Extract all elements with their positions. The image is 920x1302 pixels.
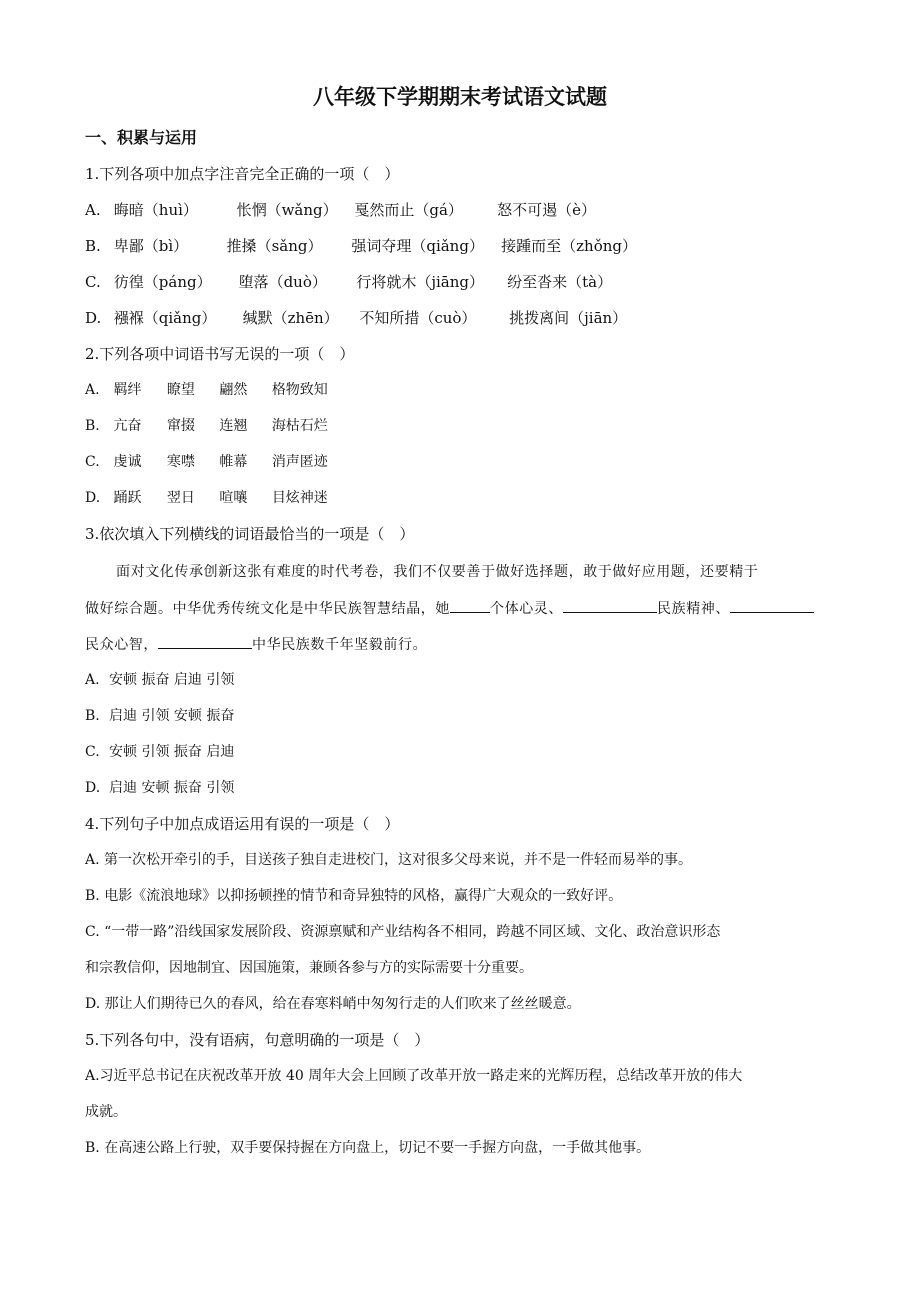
option-item: 羁绊 xyxy=(113,382,142,398)
section-heading: 一、积累与运用 xyxy=(85,128,198,147)
q1-option-d xyxy=(85,308,627,328)
option-item: 翌日 xyxy=(166,490,195,506)
option-item: 推搡（sǎng） xyxy=(226,237,323,255)
option-label: D. xyxy=(85,309,102,327)
option-item: 怅惘（wǎng） xyxy=(236,201,338,219)
option-item: 虔诚 xyxy=(113,454,142,470)
option-label: B. xyxy=(85,418,100,434)
option-item: 堕落（duò） xyxy=(238,273,327,291)
q5-option-b: B. 在高速公路上行驶，双手要保持握在方向盘上，切记不要一手握方向盘，一手做其他事。 xyxy=(85,1140,651,1156)
q2-option-b xyxy=(85,416,328,436)
question-1-stem: 1.下列各项中加点字注音完全正确的一项（ ） xyxy=(85,165,400,183)
passage-text: 个体心灵、 xyxy=(490,601,563,617)
fill-blank xyxy=(563,598,657,613)
option-item: 喧嚷 xyxy=(219,490,248,506)
fill-blank xyxy=(730,598,814,613)
option-item: 海枯石烂 xyxy=(271,418,328,434)
option-item: 晦暗（huì） xyxy=(113,201,198,219)
q5-option-a-line-1: A.习近平总书记在庆祝改革开放 40 周年大会上回顾了改革开放一路走来的光辉历程，总结改革开放的伟大 xyxy=(85,1068,743,1084)
question-5-stem: 5.下列各句中，没有语病，句意明确的一项是（ ） xyxy=(85,1031,430,1049)
option-item: 寒噤 xyxy=(166,454,195,470)
option-label: B. xyxy=(85,237,101,255)
q2-option-d xyxy=(85,488,328,508)
option-label: A. xyxy=(85,672,100,688)
option-item: 帷幕 xyxy=(219,454,248,470)
passage-text: 民众心智， xyxy=(85,637,158,653)
option-item: 接踵而至（zhǒng） xyxy=(501,237,637,255)
q4-option-c-line-1: C. “一带一路”沿线国家发展阶段、资源禀赋和产业结构各不相同，跨越不同区域、文化、政治意识形态 xyxy=(85,924,721,940)
q4-option-d: D. 那让人们期待已久的春风，给在春寒料峭中匆匆行走的人们吹来了丝丝暖意。 xyxy=(85,996,581,1012)
option-label: C. xyxy=(85,744,100,760)
q4-option-b: B. 电影《流浪地球》以抑扬顿挫的情节和奇异独特的风格，赢得广大观众的一致好评。 xyxy=(85,888,623,904)
q4-option-c-line-2: 和宗教信仰，因地制宜、因国施策，兼顾各参与方的实际需要十分重要。 xyxy=(85,960,533,976)
option-item: 亢奋 xyxy=(113,418,142,434)
option-item: 消声匿迹 xyxy=(271,454,328,470)
option-label: A. xyxy=(85,201,101,219)
q1-option-c xyxy=(85,272,612,292)
option-item: 怒不可遏（è） xyxy=(497,201,597,219)
q3-passage-line-1: 面对文化传承创新这张有难度的时代考卷，我们不仅要善于做好选择题，敢于做好应用题，还要精于 xyxy=(116,564,759,580)
option-item: 纷至沓来（tà） xyxy=(507,273,613,291)
passage-text: 民族精神、 xyxy=(657,601,730,617)
option-item: 缄默（zhēn） xyxy=(242,309,339,327)
option-text: 安顿 引领 振奋 启迪 xyxy=(109,744,235,760)
question-4-stem: 4.下列句子中加点成语运用有误的一项是（ ） xyxy=(85,815,400,833)
option-label: D. xyxy=(85,780,101,796)
q3-option-b xyxy=(85,706,234,726)
q3-passage-line-2 xyxy=(85,598,814,619)
option-item: 窜掇 xyxy=(166,418,195,434)
option-text: 启迪 引领 安顿 振奋 xyxy=(109,708,235,724)
option-label: C. xyxy=(85,273,101,291)
option-item: 目炫神迷 xyxy=(271,490,328,506)
fill-blank xyxy=(158,634,252,649)
q5-option-a-line-2: 成就。 xyxy=(85,1104,127,1120)
q3-passage-line-3 xyxy=(85,634,427,655)
option-text: 启迪 安顿 振奋 引领 xyxy=(109,780,235,796)
option-item: 挑拨离间（jiān） xyxy=(509,309,628,327)
question-3-stem: 3.依次填入下列横线的词语最恰当的一项是（ ） xyxy=(85,525,415,543)
option-item: 格物致知 xyxy=(271,382,328,398)
option-item: 戛然而止（gá） xyxy=(354,201,463,219)
option-item: 襁褓（qiǎng） xyxy=(113,309,217,327)
q3-option-d xyxy=(85,778,234,798)
option-item: 彷徨（páng） xyxy=(113,273,212,291)
option-item: 翩然 xyxy=(219,382,248,398)
option-item: 踊跃 xyxy=(113,490,142,506)
q1-option-b xyxy=(85,236,637,256)
passage-text: 中华民族数千年坚毅前行。 xyxy=(252,637,428,653)
option-item: 连翘 xyxy=(219,418,248,434)
option-item: 瞭望 xyxy=(166,382,195,398)
option-label: C. xyxy=(85,454,100,470)
question-2-stem: 2.下列各项中词语书写无误的一项（ ） xyxy=(85,345,355,363)
q3-option-a xyxy=(85,670,234,690)
q2-option-a xyxy=(85,380,328,400)
q1-option-a xyxy=(85,200,596,220)
option-item: 不知所措（cuò） xyxy=(359,309,477,327)
option-item: 强词夺理（qiǎng） xyxy=(351,237,484,255)
q2-option-c xyxy=(85,452,328,472)
fill-blank xyxy=(450,598,490,613)
option-label: A. xyxy=(85,382,100,398)
option-item: 卑鄙（bì） xyxy=(113,237,189,255)
option-text: 安顿 振奋 启迪 引领 xyxy=(109,672,235,688)
option-label: B. xyxy=(85,708,100,724)
q4-option-a: A. 第一次松开牵引的手，目送孩子独自走进校门，这对很多父母来说，并不是一件轻而易举的事。 xyxy=(85,852,693,868)
q3-option-c xyxy=(85,742,234,762)
passage-text: 做好综合题。中华优秀传统文化是中华民族智慧结晶，她 xyxy=(85,601,450,617)
option-item: 行将就木（jiāng） xyxy=(356,273,484,291)
option-label: D. xyxy=(85,490,101,506)
page-title: 八年级下学期期末考试语文试题 xyxy=(313,84,607,109)
